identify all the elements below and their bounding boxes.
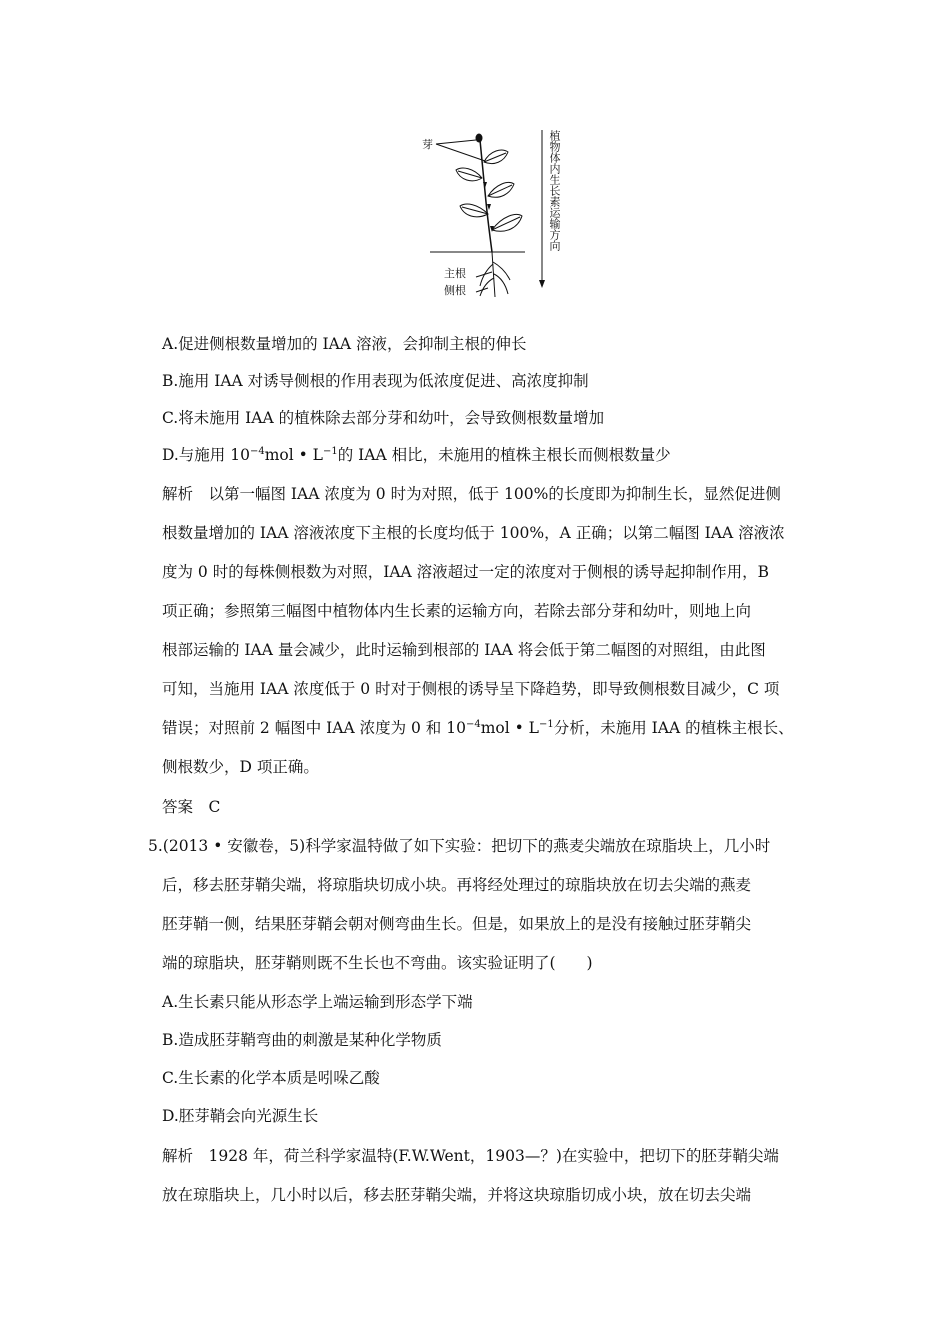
option-a: A.生长素只能从形态学上端运输到形态学下端 [162,993,473,1011]
analysis-line: 根数量增加的 IAA 溶液浓度下主根的长度均低于 100%，A 正确；以第二幅图 IAA 溶液浓 [162,524,785,542]
option-c: C.生长素的化学本质是吲哚乙酸 [162,1069,380,1087]
analysis-line [162,718,794,738]
leaf-icons [456,150,522,231]
analysis-l7-pre: 错误；对照前 2 幅图中 IAA 浓度为 0 和 10 [162,719,466,737]
analysis-l7-exp2: −1 [538,719,554,730]
question-stem: 端的琼脂块，胚芽鞘则既不生长也不弯曲。该实验证明了( ) [162,954,593,972]
answer: 答案 C [162,798,221,816]
option-d-mid: mol • L [264,446,323,464]
option-a: A.促进侧根数量增加的 IAA 溶液，会抑制主根的伸长 [162,335,527,353]
question-stem: 胚芽鞘一侧，结果胚芽鞘会朝对侧弯曲生长。但是，如果放上的是没有接触过胚芽鞘尖 [162,915,752,933]
analysis-l7-exp1: −4 [465,719,481,730]
option-d-exp2: −1 [322,446,338,457]
option-d-exp1: −4 [249,446,265,457]
analysis-line: 度为 0 时的每株侧根数为对照，IAA 溶液超过一定的浓度对于侧根的诱导起抑制作用，B [162,563,770,581]
root-system [476,252,510,297]
option-d [162,445,671,465]
lateral-root-label: 侧根 [444,285,466,297]
analysis-line: 侧根数少，D 项正确。 [162,758,319,776]
option-d-pre: D.与施用 10 [162,446,250,464]
transport-direction-label: 植物体内生长素运输方向 [548,130,560,251]
main-root-label: 主根 [444,268,466,280]
option-d-post: 的 IAA 相比，未施用的植株主根长而侧根数量少 [337,446,671,464]
apical-bud-icon [476,134,483,143]
analysis-l7-mid: mol • L [480,719,539,737]
analysis-line: 解析 1928 年，荷兰科学家温特(F.W.Went，1903—？)在实验中，把切下的胚芽鞘尖端 [162,1147,779,1165]
analysis-line: 项正确；参照第三幅图中植物体内生长素的运输方向，若除去部分芽和幼叶，则地上向 [162,602,752,620]
analysis-line: 可知，当施用 IAA 浓度低于 0 时对于侧根的诱导呈下降趋势，即导致侧根数目减少，C 项 [162,680,780,698]
question-stem: 5.(2013 • 安徽卷，5)科学家温特做了如下实验：把切下的燕麦尖端放在琼脂块上，几小时 [148,837,771,855]
option-b: B.造成胚芽鞘弯曲的刺激是某种化学物质 [162,1031,442,1049]
analysis-l7-post: 分析，未施用 IAA 的植株主根长、 [553,719,794,737]
question-stem: 后，移去胚芽鞘尖端，将琼脂块切成小块。再将经处理过的琼脂块放在切去尖端的燕麦 [162,876,752,894]
analysis-line: 放在琼脂块上，几小时以后，移去胚芽鞘尖端，并将这块琼脂切成小块，放在切去尖端 [162,1186,752,1204]
analysis-line: 根部运输的 IAA 量会减少，此时运输到根部的 IAA 将会低于第二幅图的对照组，由此图 [162,641,766,659]
option-d: D.胚芽鞘会向光源生长 [162,1107,319,1125]
analysis-line: 解析 以第一幅图 IAA 浓度为 0 时为对照，低于 100%的长度即为抑制生长，显然促进侧 [162,485,781,503]
plant-auxin-figure [410,122,580,302]
option-b: B.施用 IAA 对诱导侧根的作用表现为低浓度促进、高浓度抑制 [162,372,589,390]
bud-label: 芽 [422,139,433,151]
option-c: C.将未施用 IAA 的植株除去部分芽和幼叶，会导致侧根数量增加 [162,409,605,427]
arrow-head-icon [539,280,545,288]
